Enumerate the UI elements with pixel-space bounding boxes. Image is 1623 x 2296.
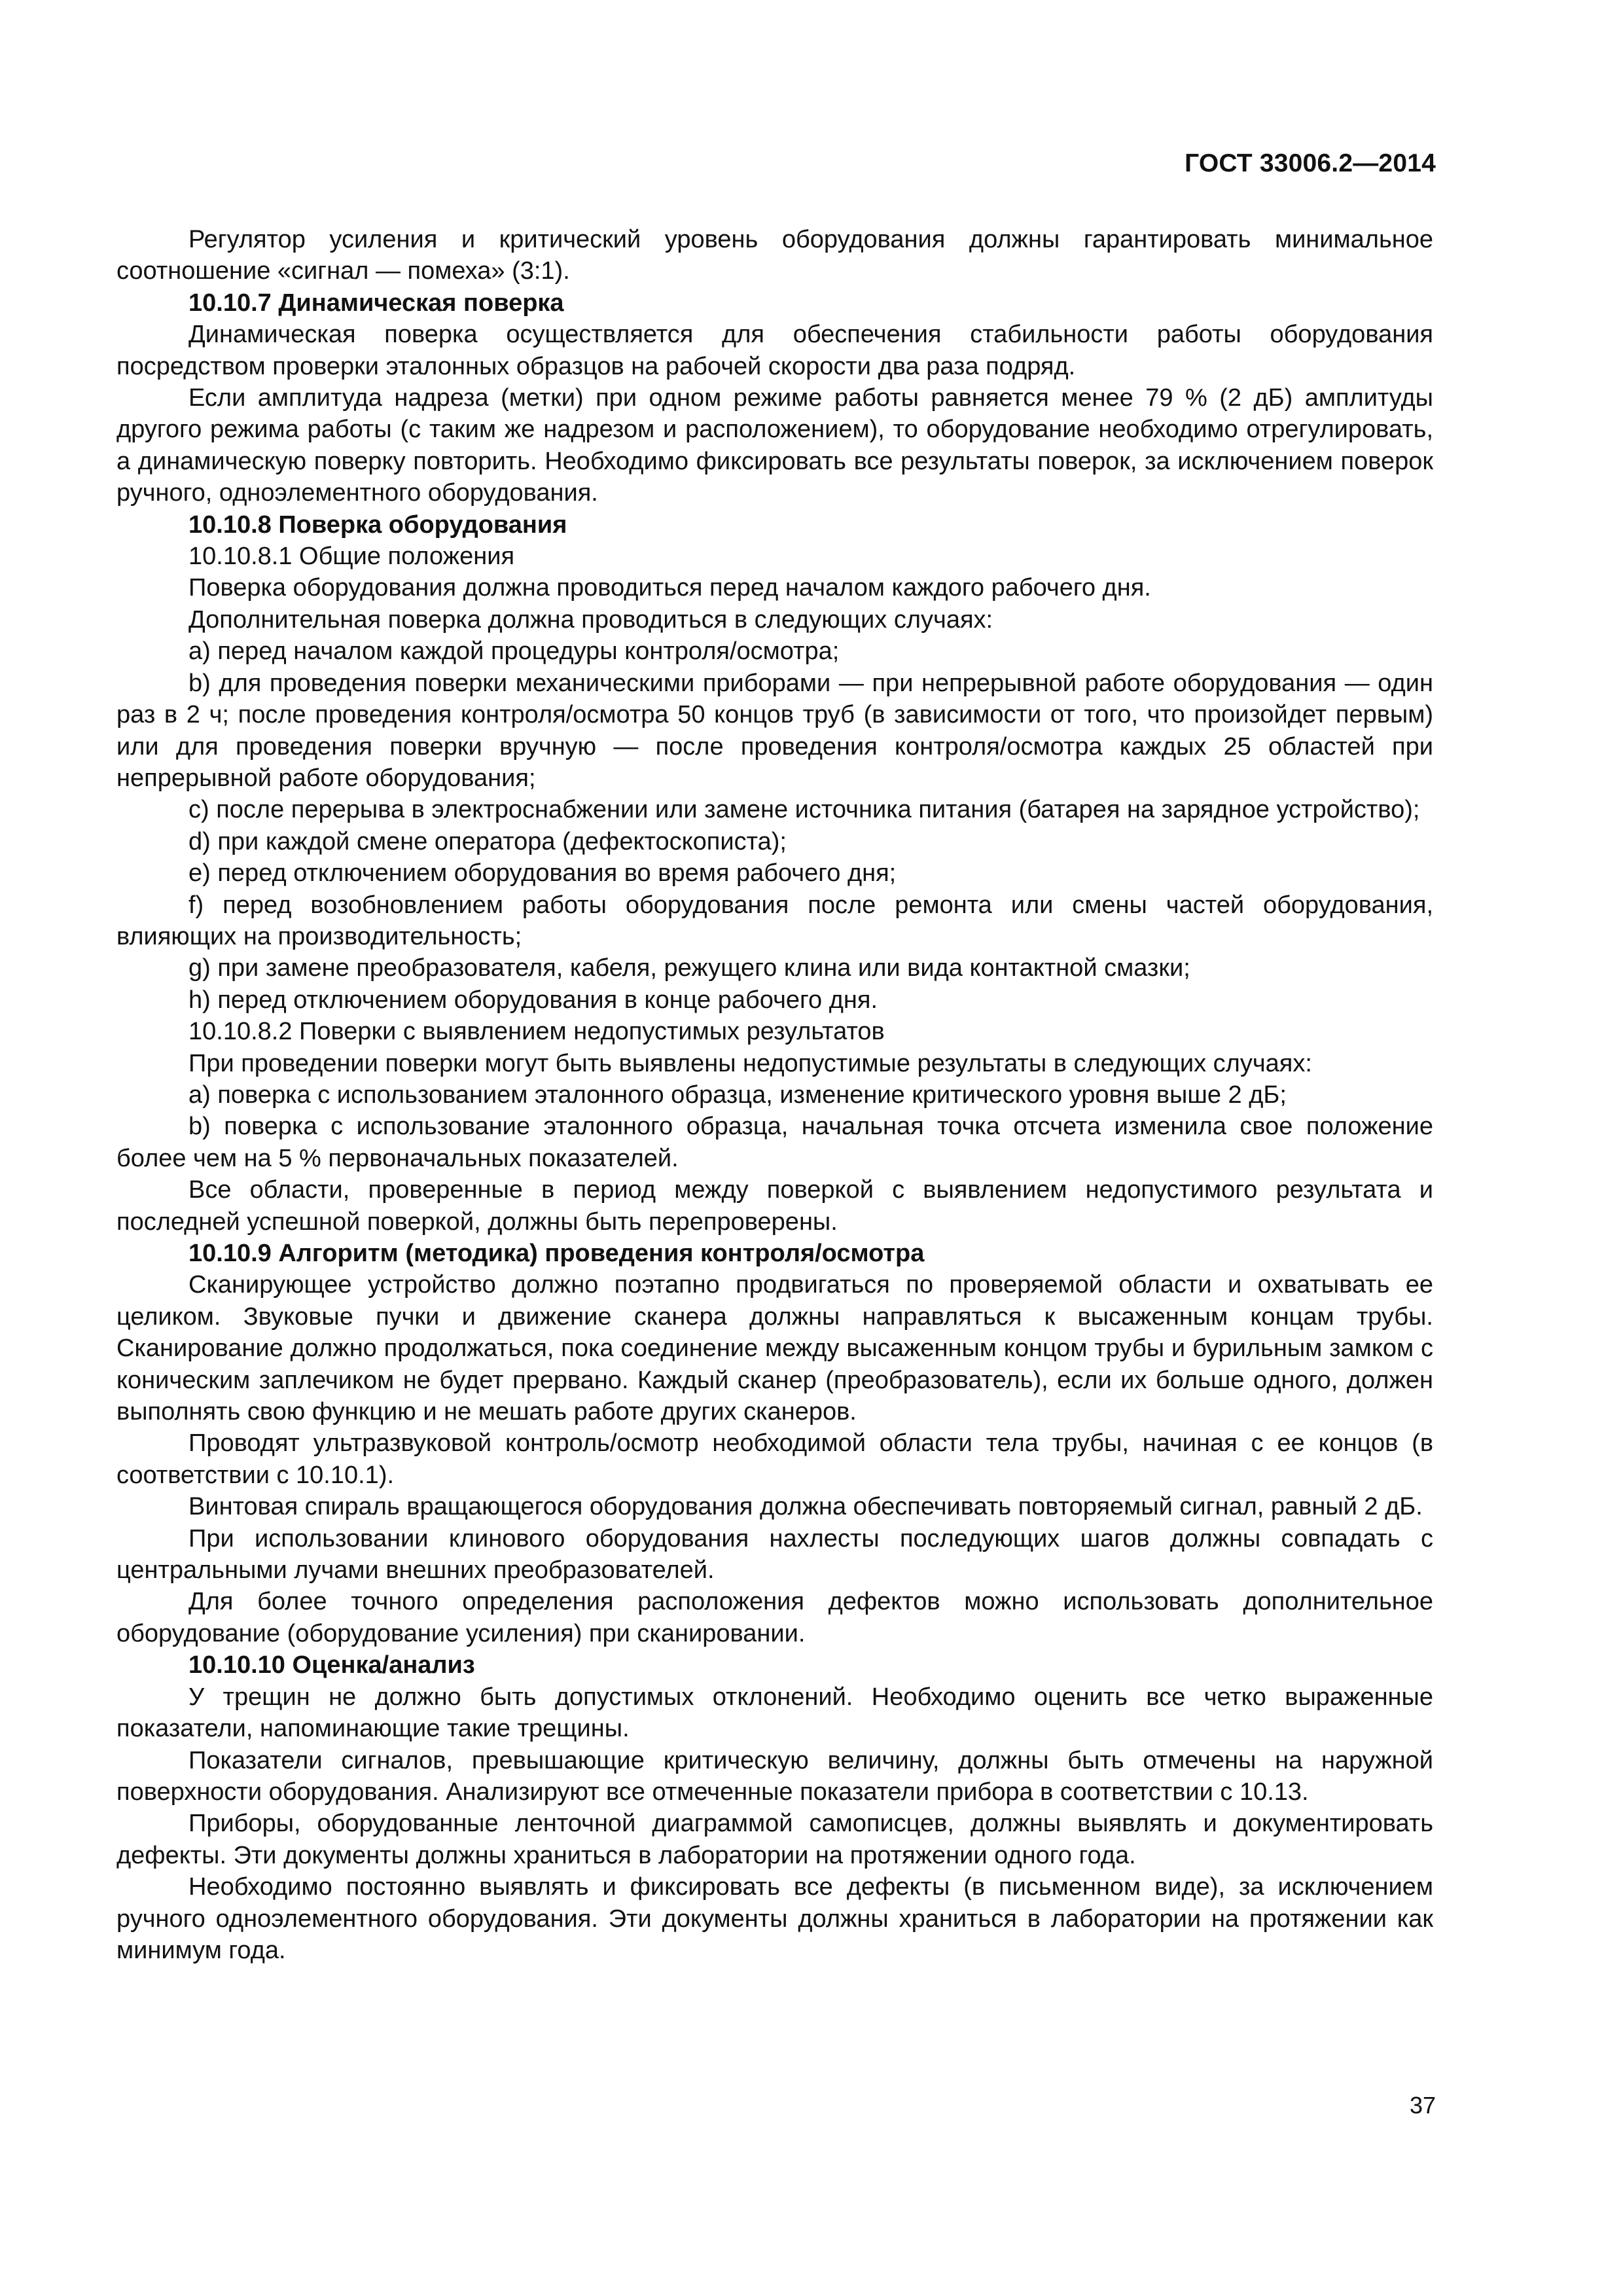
paragraph: h) перед отключением оборудования в конце рабочего дня. [188,986,878,1014]
paragraph: Винтовая спираль вращающегося оборудования должна обеспечивать повторяемый сигнал, равный 2 дБ. [188,1493,1423,1521]
paragraph: Показатели сигналов, превышающие критическую величину, должны быть отмечены на наружной поверхности оборудования. Анализируют все отмеченные показатели прибора в соответствии с 10.13. [116,1746,1433,1806]
section-heading: 10.10.8 Поверка оборудования [188,511,567,539]
paragraph: g) при замене преобразователя, кабеля, режущего клина или вида контактной смазки; [188,954,1190,982]
paragraph: a) перед началом каждой процедуры контроля/осмотра; [188,637,840,666]
document-code: ГОСТ 33006.2—2014 [1185,149,1436,177]
section-heading: 10.10.7 Динамическая поверка [188,289,564,317]
paragraph: Необходимо постоянно выявлять и фиксировать все дефекты (в письменном виде), за исключением ручного одноэлементного оборудования. Эти документы должны храниться в лаборатории на протяжении как минимум года. [116,1873,1433,1964]
paragraph: b) для проведения поверки механическими приборами — при непрерывной работе оборудования — один раз в 2 ч; после проведения контроля/осмотра 50 концов труб (в зависимости от того, что произойдет первым) или для проведения поверки вручную — после проведения контроля/осмотра каждых 25 областей при непрерывной работе оборудования; [116,669,1433,792]
paragraph: 10.10.8.1 Общие положения [188,543,515,571]
paragraph: d) при каждой смене оператора (дефектоскописта); [188,827,787,855]
paragraph: Сканирующее устройство должно поэтапно продвигаться по проверяемой области и охватывать ее целиком. Звуковые пучки и движение сканера должны направляться к высаженным концам трубы. Сканирование должно продолжаться, пока соединение между высаженным концом трубы и бурильным замком с коническим заплечиком не будет прервано. Каждый сканер (преобразователь), если их больше одного, должен выполнять свою функцию и не мешать работе других сканеров. [116,1271,1433,1426]
paragraph: b) поверка с использование эталонного образца, начальная точка отсчета изменила свое положение более чем на 5 % первоначальных показателей. [116,1113,1433,1172]
paragraph: При использовании клинового оборудования нахлесты последующих шагов должны совпадать с центральными лучами внешних преобразователей. [116,1524,1433,1585]
paragraph: При проведении поверки могут быть выявлены недопустимые результаты в следующих случаях: [188,1049,1312,1077]
paragraph: Для более точного определения расположения дефектов можно использовать дополнительное оборудование (оборудование усиления) при сканировании. [116,1588,1433,1647]
paragraph: Проводят ультразвуковой контроль/осмотр необходимой области тела трубы, начиная с ее концов (в соответствии с 10.10.1). [116,1429,1433,1489]
paragraph: Все области, проверенные в период между поверкой с выявлением недопустимого результата и последней успешной поверкой, должны быть перепроверены. [116,1176,1433,1236]
paragraph: Приборы, оборудованные ленточной диаграммой самописцев, должны выявлять и документировать дефекты. Эти документы должны храниться в лаборатории на протяжении одного года. [116,1810,1433,1869]
paragraph: Если амплитуда надреза (метки) при одном режиме работы равняется менее 79 % (2 дБ) амплитуды другого режима работы (с таким же надрезом и расположением), то оборудование необходимо отрегулировать, а динамическую поверку повторить. Необходимо фиксировать все результаты поверок, за исключением поверок ручного, одноэлементного оборудования. [116,384,1433,507]
section-heading: 10.10.9 Алгоритм (методика) проведения контроля/осмотра [188,1240,925,1267]
paragraph: Дополнительная поверка должна проводиться в следующих случаях: [188,605,993,634]
paragraph: Регулятор усиления и критический уровень оборудования должны гарантировать минимальное соотношение «сигнал — помеха» (3:1). [116,226,1433,285]
paragraph: e) перед отключением оборудования во время рабочего дня; [188,859,897,888]
document-body [116,224,1433,1966]
paragraph: У трещин не должно быть допустимых отклонений. Необходимо оценить все четко выраженные показатели, напоминающие такие трещины. [116,1683,1433,1743]
paragraph: a) поверка с использованием эталонного образца, изменение критического уровня выше 2 дБ; [188,1081,1287,1109]
page-number: 37 [1409,2092,1436,2119]
paragraph: f) перед возобновлением работы оборудования после ремонта или смены частей оборудования, влияющих на производительность; [116,891,1433,950]
section-heading: 10.10.10 Оценка/анализ [188,1651,475,1679]
paragraph: Поверка оборудования должна проводиться перед началом каждого рабочего дня. [188,574,1151,602]
paragraph: c) после перерыва в электроснабжении или замене источника питания (батарея на зарядное устройство); [188,796,1420,824]
paragraph: 10.10.8.2 Поверки с выявлением недопустимых результатов [188,1018,885,1046]
paragraph: Динамическая поверка осуществляется для обеспечения стабильности работы оборудования посредством проверки эталонных образцов на рабочей скорости два раза подряд. [116,321,1433,380]
